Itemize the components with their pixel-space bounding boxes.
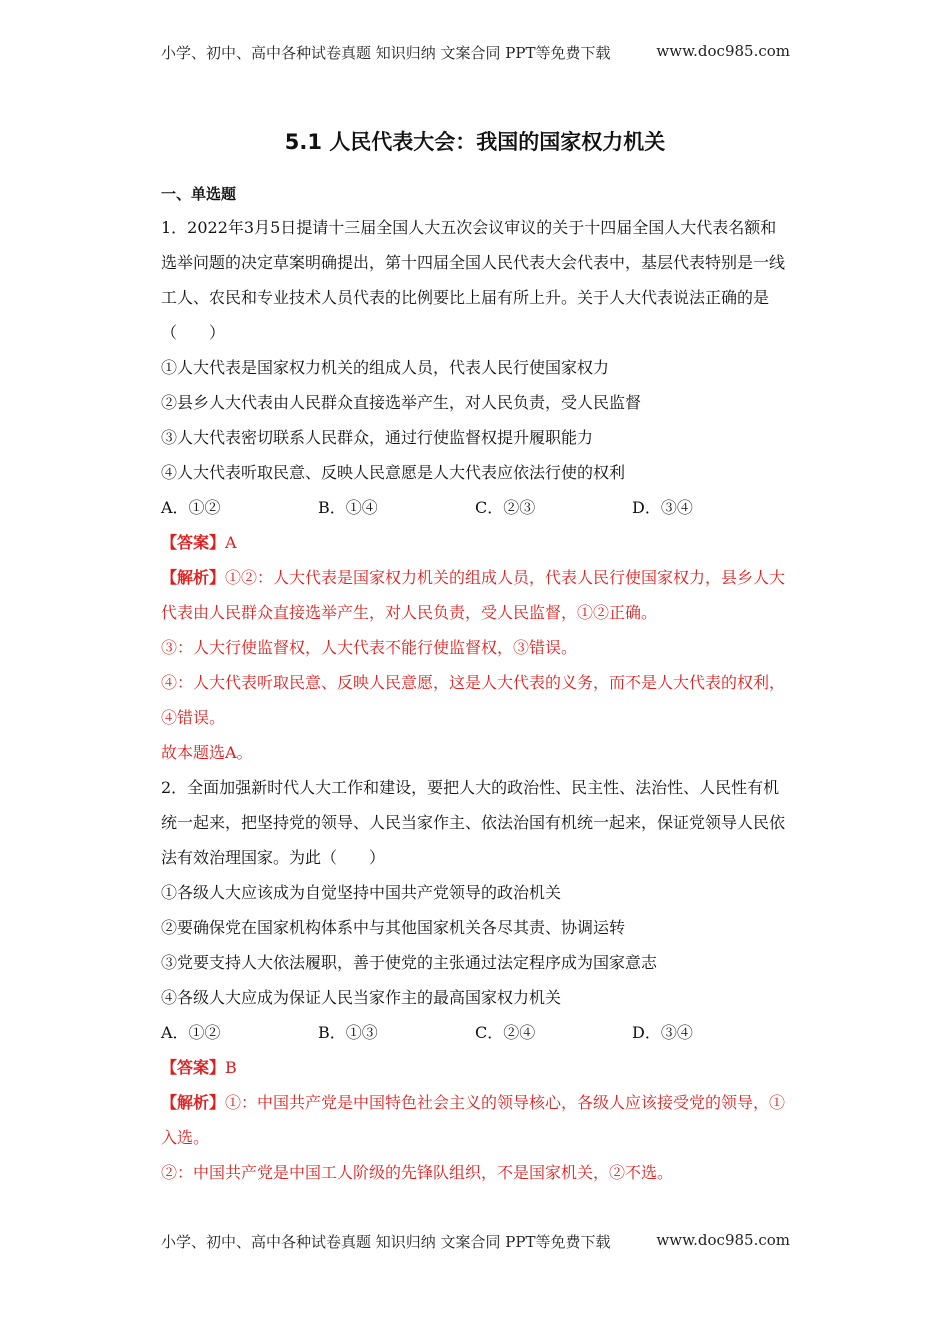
q1-analysis-1 [161, 560, 789, 630]
q2-option-c: C．②④ [475, 1023, 536, 1042]
section-heading: 一、单选题 [161, 185, 237, 203]
page-title: 5.1 人民代表大会：我国的国家权力机关 [284, 130, 666, 154]
q1-item-4: ④人大代表听取民意、反映人民意愿是人大代表应依法行使的权利 [161, 463, 626, 482]
answer-value: A [225, 533, 237, 552]
q2-item-4: ④各级人大应成为保证人民当家作主的最高国家权力机关 [161, 988, 562, 1007]
q2-option-b: B．①③ [318, 1023, 378, 1042]
q2-item-3: ③党要支持人大依法履职，善于使党的主张通过法定程序成为国家意志 [161, 953, 658, 972]
analysis-tag: 【解析】 [161, 1093, 226, 1112]
question-1-stem: 1．2022年3月5日提请十三届全国人大五次会议审议的关于十四届全国人大代表名额和选举问题的决定草案明确提出，第十四届全国人民代表大会代表中，基层代表特别是一线工人、农民和专业技术人员代表的比例要比上届有所上升。关于人大代表说法正确的是（ ） [161, 218, 786, 342]
q2-analysis-2: ②：中国共产党是中国工人阶级的先锋队组织，不是国家机关，②不选。 [161, 1163, 674, 1182]
q2-analysis-1 [161, 1085, 789, 1155]
q1-options [161, 490, 789, 525]
q2-option-d: D．③④ [632, 1023, 693, 1042]
question-2-stem: 2．全面加强新时代人大工作和建设，要把人大的政治性、民主性、法治性、人民性有机统一起来，把坚持党的领导、人民当家作主、依法治国有机统一起来，保证党领导人民依法有效治理国家。为此（ ） [161, 778, 786, 867]
answer-value: B [225, 1058, 237, 1077]
answer-tag: 【答案】 [161, 533, 226, 552]
q1-option-a: A．①② [161, 498, 221, 517]
header-text: 小学、初中、高中各种试卷真题 知识归纳 文案合同 PPT等免费下载 [161, 44, 611, 62]
q2-item-2: ②要确保党在国家机构体系中与其他国家机关各尽其责、协调运转 [161, 918, 626, 937]
footer-text: 小学、初中、高中各种试卷真题 知识归纳 文案合同 PPT等免费下载 [161, 1233, 611, 1251]
analysis-tag: 【解析】 [161, 568, 226, 587]
q1-item-1: ①人大代表是国家权力机关的组成人员，代表人民行使国家权力 [161, 358, 610, 377]
q1-item-3: ③人大代表密切联系人民群众，通过行使监督权提升履职能力 [161, 428, 594, 447]
q1-option-d: D．③④ [632, 498, 693, 517]
analysis-text: ①：中国共产党是中国特色社会主义的领导核心，各级人应该接受党的领导，①入选。 [161, 1093, 786, 1147]
page-footer [161, 1231, 790, 1252]
q2-answer [161, 1050, 789, 1085]
q1-option-c: C．②③ [475, 498, 536, 517]
q1-analysis-3: ④：人大代表听取民意、反映人民意愿，这是人大代表的义务，而不是人大代表的权利，④错误。 [161, 673, 786, 727]
answer-tag: 【答案】 [161, 1058, 226, 1077]
q2-item-1: ①各级人大应该成为自觉坚持中国共产党领导的政治机关 [161, 883, 562, 902]
footer-url: www.doc985.com [656, 1231, 790, 1249]
q1-answer [161, 525, 789, 560]
q1-item-2: ②县乡人大代表由人民群众直接选举产生，对人民负责，受人民监督 [161, 393, 642, 412]
page-header [161, 42, 790, 63]
header-url: www.doc985.com [656, 42, 790, 60]
q1-option-b: B．①④ [318, 498, 378, 517]
q2-options [161, 1015, 789, 1050]
q1-analysis-4: 故本题选A。 [161, 743, 253, 762]
q1-analysis-2: ③：人大行使监督权，人大代表不能行使监督权，③错误。 [161, 638, 578, 657]
analysis-text: ①②：人大代表是国家权力机关的组成人员，代表人民行使国家权力，县乡人大代表由人民群众直接选举产生，对人民负责，受人民监督，①②正确。 [161, 568, 786, 622]
question-content [161, 210, 789, 1190]
q2-option-a: A．①② [161, 1023, 221, 1042]
